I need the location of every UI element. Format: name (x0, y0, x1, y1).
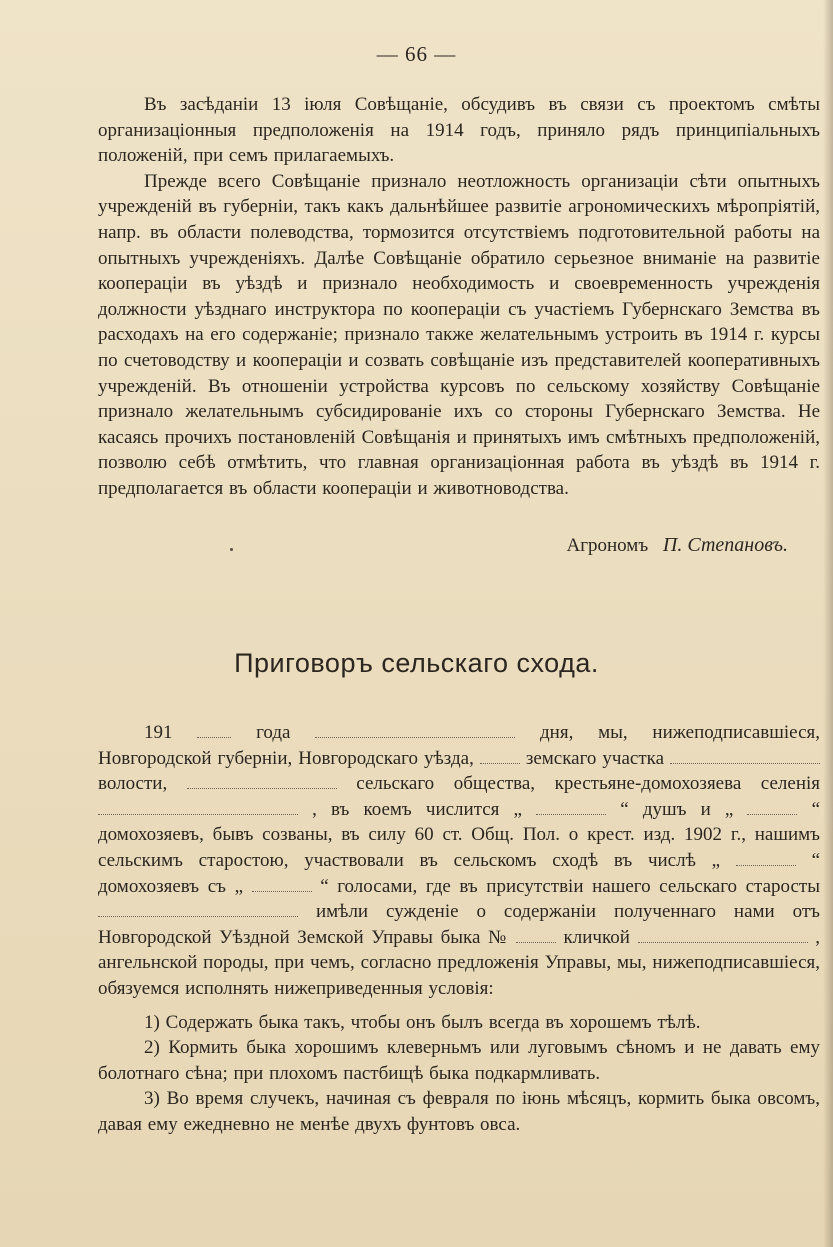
blank-field (670, 749, 820, 764)
blank-field (98, 902, 298, 917)
condition-3: 3) Во время случекъ, начиная съ февраля по іюнь мѣсяцъ, кормить быка овсомъ, давая ему ежедневно не менѣе двухъ фунтовъ овса. (98, 1088, 820, 1135)
condition-2: 2) Кормить быка хорошимъ клеверньмъ или луговымъ сѣномъ и не давать ему болотнаго сѣна; при плохомъ пастбищѣ быка подкармливать. (98, 1037, 820, 1084)
verdict-text-12: имѣли сужденіе о содержаніи полученнаго нами отъ Новгородской Уѣздной Земской Управы быка № (98, 901, 820, 948)
verdict-text-8: “ душъ и „ (620, 798, 734, 820)
signature-name: П. Степановъ. (662, 534, 788, 556)
blank-field (638, 928, 808, 943)
blank-field (98, 800, 298, 815)
signature-title: Агрономъ (566, 535, 649, 556)
page-number: — 66 — (376, 42, 457, 66)
verdict-text-3: дня, мы, нижеподписавшіеся, Новгородской губерніи, Новгородскаго уѣзда, (98, 722, 820, 769)
blank-field (197, 723, 231, 738)
verdict-text-4: земскаго участка (525, 747, 665, 769)
verdict-section (98, 720, 820, 1138)
verdict-text-2: года (256, 722, 291, 743)
blank-field (252, 877, 312, 892)
blank-field (480, 749, 520, 764)
blank-field (315, 723, 515, 738)
blank-field (747, 800, 797, 815)
verdict-text-10: “ домохозяевъ съ „ (98, 849, 821, 897)
verdict-text-14: , ангельнской породы, при чемъ, согласно предложенія Управы, мы, нижеподписавшіеся, обязуемся исполнять нижеприведенныя условія: (98, 926, 821, 999)
verdict-text-5: волости, (98, 773, 168, 795)
blank-field (536, 800, 606, 815)
section-heading: Приговоръ сельскаго схода. (234, 648, 599, 678)
verdict-text-13: кличкой (563, 926, 630, 948)
verdict-text-6: сельскаго общества, крестьяне-домохозяева селенія (356, 773, 821, 795)
report-paragraph-1: Въ засѣданіи 13 іюля Совѣщаніе, обсудивъ въ связи съ проектомъ смѣты организаціонныя предположенія на 1914 годъ, приняло рядъ принципіальныхъ положеній, при семъ прилагаемыхъ. (98, 94, 820, 167)
page-edge-shadow (823, 0, 833, 1247)
blank-field (736, 851, 796, 866)
verdict-paragraph (98, 720, 820, 1002)
ink-speck (230, 548, 233, 551)
signature-line (98, 534, 788, 557)
blank-field (516, 928, 556, 943)
report-paragraph-2: Прежде всего Совѣщаніе признало неотложность организаціи сѣти опытныхъ учрежденій въ губерніи, такъ какъ дальнѣйшее развитіе агрономическихъ мѣропріятій, напр. въ области полеводства, тормозится отсутствіемъ подготовительной работы на опытныхъ учрежденіяхъ. Далѣе Совѣщаніе обратило серьезное вниманіе на развитіе коопераціи въ уѣздѣ и признало необходимость и своевременность учрежденія должности уѣзднаго инструктора по коопераціи съ участіемъ Губернскаго Земства въ расходахъ на его содержаніе; признало также желательнымъ устроить въ 1914 г. курсы по счетоводству и коопераціи и созвать совѣщаніе изъ представителей кооперативныхъ учрежденій. Въ отношеніи устройства курсовъ по сельскому хозяйству Совѣщаніе признало желательнымъ субсидированіе ихъ со стороны Губернскаго Земства. Не касаясь прочихъ постановленій Совѣщанія и принятыхъ имъ смѣтныхъ предположеній, позволю себѣ отмѣтить, что главная организаціонная работа въ уѣздѣ въ 1914 г. предполагается въ области коопераціи и животноводства. (98, 170, 820, 499)
verdict-text-11: “ голосами, где въ присутствіи нашего сельскаго старосты (320, 875, 821, 897)
verdict-text-7: , въ коемъ числится „ (312, 798, 522, 820)
blank-field (187, 774, 337, 789)
report-section (98, 92, 820, 502)
verdict-text-9: “ домохозяевъ, бывъ созваны, въ силу 60 ст. Общ. Пол. о крест. изд. 1902 г., нашимъ сельскимъ старостою, участвовали въ сельскомъ сходѣ въ числѣ „ (98, 798, 821, 871)
verdict-text-1: 191 (144, 722, 173, 743)
condition-1: 1) Содержать быка такъ, чтобы онъ былъ всегда въ хорошемъ тѣлѣ. (144, 1011, 701, 1033)
